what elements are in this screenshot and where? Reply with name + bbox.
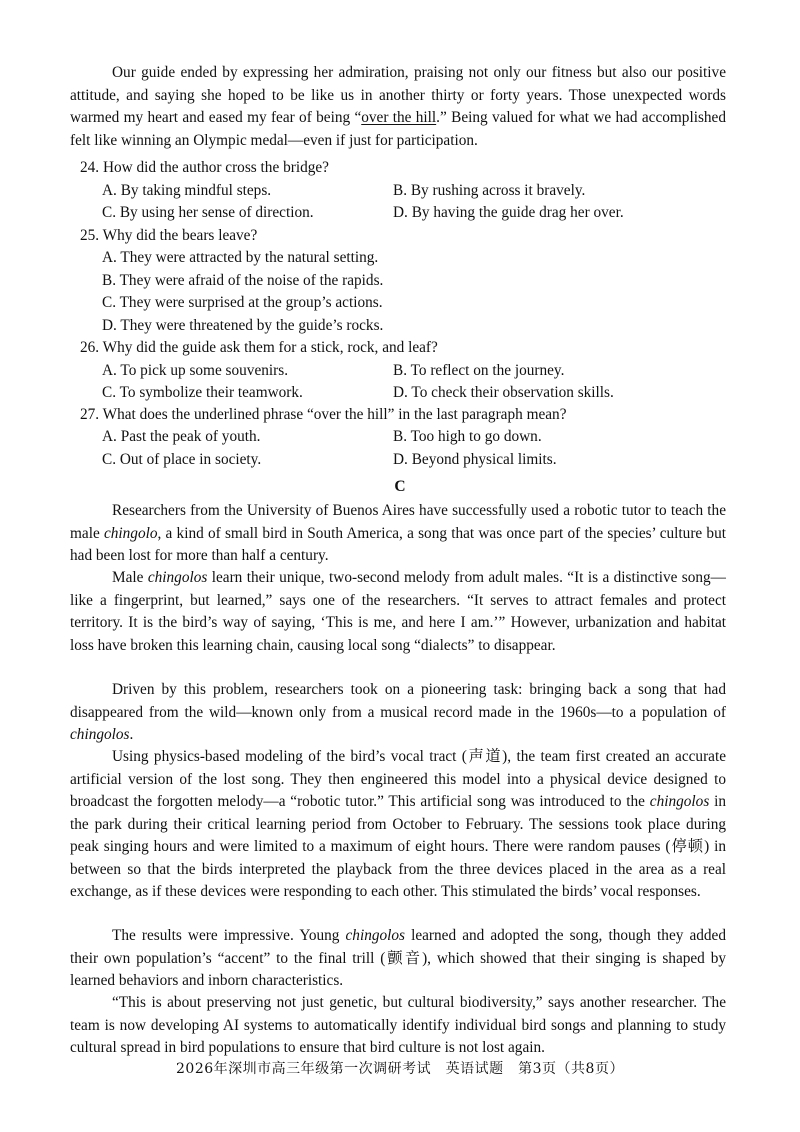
question-24-option-b: B. By rushing across it bravely. <box>393 182 586 199</box>
section-c-heading: C <box>394 478 406 495</box>
question-26-option-d: D. To check their observation skills. <box>393 384 614 401</box>
question-25-option-d: D. They were threatened by the guide’s rocks. <box>102 317 384 334</box>
page-footer: 2026年深圳市高三年级第一次调研考试 英语试题 第3页（共8页） <box>176 1061 624 1077</box>
section-c-paragraph-3: Driven by this problem, researchers took on a pioneering task: bringing back a song that had disappeared from the wild—known only from a musical record made in the 1960s—to a population of chingolos. <box>70 681 726 743</box>
question-26-option-a: A. To pick up some souvenirs. <box>102 362 289 379</box>
question-27-option-b: B. Too high to go down. <box>393 428 542 445</box>
section-c-paragraph-6: “This is about preserving not just genetic, but cultural biodiversity,” says another researcher. The team is now developing AI systems to automatically identify individual bird songs and planning to study cultural spread in bird populations to ensure that bird culture is not lost again. <box>70 994 726 1056</box>
question-24-option-a: A. By taking mindful steps. <box>102 182 272 199</box>
question-27-option-d: D. Beyond physical limits. <box>393 451 557 468</box>
question-27-stem: 27. What does the underlined phrase “over the hill” in the last paragraph mean? <box>80 406 567 423</box>
question-24-option-c: C. By using her sense of direction. <box>102 204 314 221</box>
question-25-option-b: B. They were afraid of the noise of the rapids. <box>102 272 384 289</box>
question-26-stem: 26. Why did the guide ask them for a stick, rock, and leaf? <box>80 339 438 356</box>
passage-b-final-paragraph: Our guide ended by expressing her admiration, praising not only our fitness but also our positive attitude, and saying she hoped to be like us in another thirty or forty years. Those unexpected words warmed my heart and eased my fear of being “over the hill.” Being valued for what we had accomplished felt like winning an Olympic medal—even if just for participation. <box>70 64 726 149</box>
section-c-paragraph-2: Male chingolos learn their unique, two-second melody from adult males. “It is a distinctive song—like a fingerprint, but learned,” says one of the researchers. “It serves to attract females and protect territory. It is the bird’s way of saying, ‘This is me, and here I am.’” However, urbanization and habitat loss have broken this learning chain, causing local song “dialects” to disappear. <box>70 569 726 654</box>
underlined-phrase: over the hill <box>361 109 437 126</box>
question-26-option-b: B. To reflect on the journey. <box>393 362 565 379</box>
question-26-option-c: C. To symbolize their teamwork. <box>102 384 303 401</box>
section-c-paragraph-4: Using physics-based modeling of the bird’s vocal tract (声道), the team first created an accurate artificial version of the lost song. They then engineered this model into a physical device designed to broadcast the forgotten melody—a “robotic tutor.” This artificial song was introduced to the chingolos in the park during their critical learning period from October to February. The sessions took place during peak singing hours and were limited to a maximum of eight hours. There were random pauses (停顿) in between so that the birds interpreted the playback from the three devices placed in the area as a real exchange, as if these devices were responding to each other. This stimulated the birds’ vocal responses. <box>70 748 726 900</box>
question-25-option-c: C. They were surprised at the group’s actions. <box>102 294 383 311</box>
question-27-option-c: C. Out of place in society. <box>102 451 262 468</box>
section-c-paragraph-5: The results were impressive. Young chingolos learned and adopted the song, though they added their own population’s “accent” to the final trill (颤音), which showed that their singing is shaped by learned behaviors and inborn characteristics. <box>70 927 726 989</box>
question-27-option-a: A. Past the peak of youth. <box>102 428 261 445</box>
question-25-stem: 25. Why did the bears leave? <box>80 227 258 244</box>
question-24-stem: 24. How did the author cross the bridge? <box>80 159 329 176</box>
question-24-option-d: D. By having the guide drag her over. <box>393 204 624 221</box>
section-c-paragraph-1: Researchers from the University of Buenos Aires have successfully used a robotic tutor to teach the male chingolo, a kind of small bird in South America, a song that was once part of the species’ culture but had been lost for more than half a century. <box>70 502 726 564</box>
question-25-option-a: A. They were attracted by the natural setting. <box>102 249 379 266</box>
